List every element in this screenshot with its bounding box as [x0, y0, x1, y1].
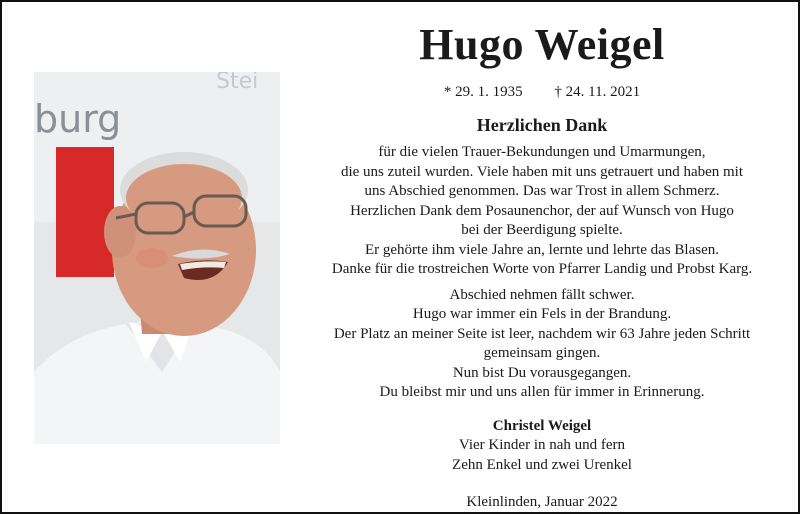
background-sign-text-2: Stei — [216, 72, 259, 94]
farewell-paragraph — [302, 286, 782, 403]
text-line: Du bleibst mir und uns allen für immer in Erinnerung. — [379, 384, 705, 400]
text-line: bei der Beerdigung spielte. — [461, 222, 623, 238]
text-line: Nun bist Du vorausgegangen. — [452, 364, 632, 381]
portrait-illustration — [34, 72, 280, 444]
text-line: für die vielen Trauer-Bekundungen und Umarmungen, — [378, 144, 706, 160]
text-line: uns Abschied genommen. Das war Trost in allem Schmerz. — [364, 183, 720, 199]
background-sign-text: burg — [34, 97, 122, 141]
text-line: Hugo war immer ein Fels in der Brandung. — [412, 306, 672, 322]
text-line: Der Platz an meiner Seite ist leer, nachdem wir 63 Jahre jeden Schritt — [333, 325, 751, 342]
portrait-photo — [34, 72, 280, 444]
family-line: Zehn Enkel und zwei Urenkel — [452, 456, 632, 473]
thanks-heading: Herzlichen Dank — [476, 115, 608, 135]
text-line: Er gehörte ihm viele Jahre an, lernte und lehrte das Blasen. — [364, 241, 720, 258]
signer-name: Christel Weigel — [492, 417, 592, 434]
family-line: Vier Kinder in nah und fern — [458, 437, 626, 453]
death-date: † 24. 11. 2021 — [554, 84, 641, 100]
thanks-paragraph — [302, 143, 782, 280]
obituary-text — [302, 16, 782, 512]
place-and-date: Kleinlinden, Januar 2022 — [466, 494, 618, 510]
text-line: Herzlichen Dank dem Posaunenchor, der auf Wunsch von Hugo — [350, 202, 734, 219]
text-line: Abschied nehmen fällt schwer. — [449, 286, 635, 303]
text-line: Danke für die trostreichen Worte von Pfarrer Landig und Probst Karg. — [331, 261, 753, 277]
birth-date: * 29. 1. 1935 — [443, 84, 523, 100]
text-line: gemeinsam gingen. — [483, 345, 601, 361]
text-line: die uns zuteil wurden. Viele haben mit uns getrauert und haben mit — [340, 163, 744, 180]
life-dates — [302, 82, 782, 102]
deceased-name: Hugo Weigel — [419, 20, 665, 69]
red-banner — [56, 147, 114, 277]
signature-block — [302, 417, 782, 476]
